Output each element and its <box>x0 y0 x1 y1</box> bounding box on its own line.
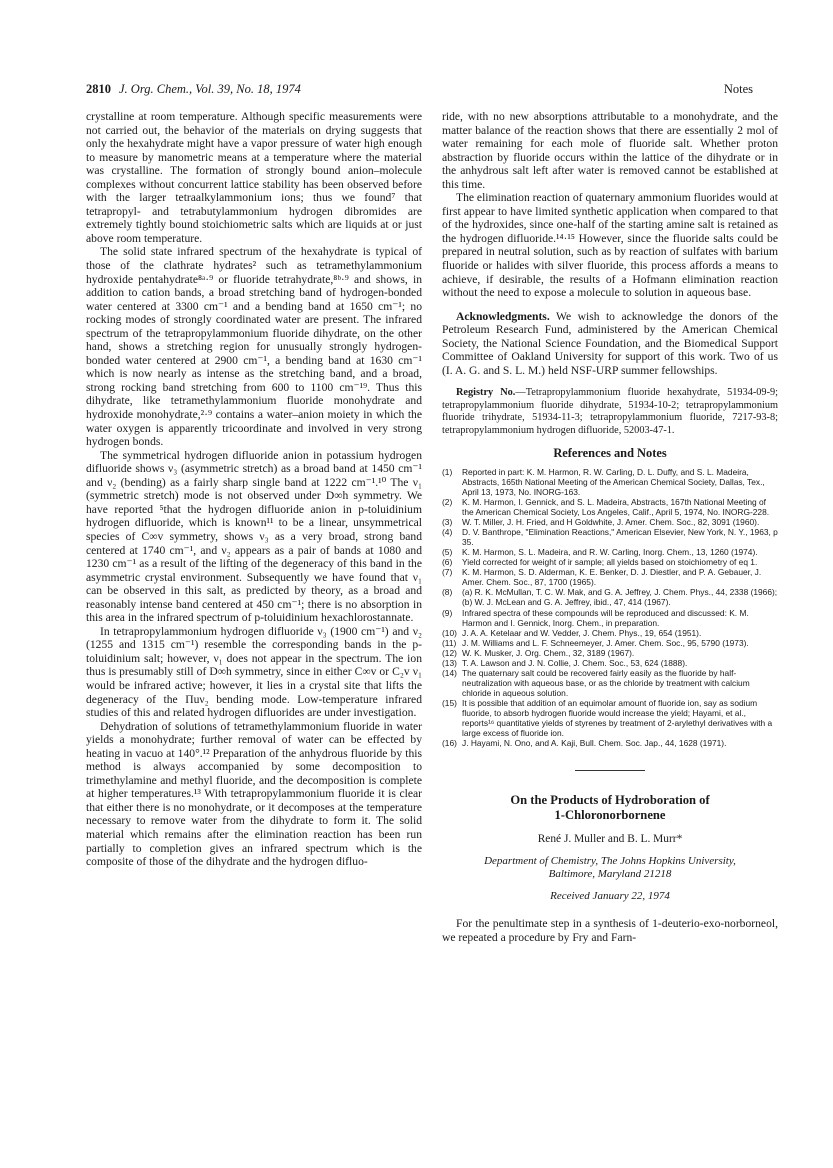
acknowledgments-text: We wish to acknowledge the donors of the Petroleum Research Fund, administered by the American Chemical Society, the National Science Foundation, and the Biomedical Support Committee of Oakland University for support of this work. Two of us (I. A. G. and S. L. M.) held NSF-URP summer fellowships. <box>442 309 778 377</box>
reference-number: (4) <box>442 527 453 538</box>
article-title <box>442 793 778 823</box>
reference-number: (6) <box>442 557 453 568</box>
reference-number: (1) <box>442 466 453 477</box>
reference-number: (16) <box>442 738 457 749</box>
reference-number: (2) <box>442 497 453 507</box>
body-paragraph: The elimination reaction of quaternary ammonium fluorides would at first appear to have limited synthetic application when compared to that of the hydroxides, since one-half of the starting amine salt is retained as the hydrogen difluoride.¹⁴·¹⁵ However, since the fluoride salts could be prepared in neutral solution, such as by reaction of sulfates with barium fluoride or halides with silver fluoride, this process affords a means to achieve, if desirable, the results of a Hofmann elimination reaction without the need to expose a molecule to solution in aqueous base. <box>442 191 778 300</box>
reference-number: (7) <box>442 567 453 578</box>
reference-number: (11) <box>442 637 457 648</box>
reference-item <box>442 497 778 517</box>
reference-item <box>442 658 778 668</box>
affiliation-line: Baltimore, Maryland 21218 <box>548 868 672 881</box>
reference-number: (3) <box>442 517 453 528</box>
reference-text: It is possible that addition of an equimolar amount of fluoride ion, say as sodium fluoride, to absorb hydrogen fluoride would increase the yield; Hayami, et al., reports¹⁶ quantitative yields of styrenes by treatment of 2-arylethyl derivatives with a large excess of fluoride ion. <box>462 697 773 739</box>
affiliation-line: Department of Chemistry, The Johns Hopkins University, <box>484 854 736 867</box>
reference-item <box>442 668 778 698</box>
journal-citation: J. Org. Chem., Vol. 39, No. 18, 1974 <box>119 82 301 96</box>
reference-text: D. V. Banthrope, "Elimination Reactions," American Elsevier, New York, N. Y., 1963, p 35. <box>462 527 778 548</box>
reference-text: Reported in part: K. M. Harmon, R. W. Carling, D. L. Duffy, and S. L. Madeira, Abstracts, 165th National Meeting of the American Chemical Society, Dallas, Tex., April 13, 1973, No. INORG-163. <box>462 466 765 497</box>
running-header <box>86 82 753 98</box>
reference-text: (a) R. K. McMullan, T. C. W. Mak, and G. A. Jeffrey, J. Chem. Phys., 44, 2338 (1966); (b) W. J. McLean and G. A. Jeffrey, ibid., 47, 414 (1967). <box>462 587 778 608</box>
reference-number: (13) <box>442 657 457 668</box>
reference-text: J. M. Williams and L. F. Schneemeyer, J. Amer. Chem. Soc., 95, 5790 (1973). <box>462 637 749 648</box>
article-affiliation <box>442 855 778 882</box>
reference-item <box>442 527 778 547</box>
article-divider <box>575 770 645 771</box>
reference-number: (8) <box>442 587 453 598</box>
body-paragraph: In tetrapropylammonium hydrogen difluoride ν₃ (1900 cm⁻¹) and ν₂ (1255 and 1315 cm⁻¹) resemble the corresponding bands in the p-toluidinium salt; however, ν₁ does not appear in the spectrum. The ion thus is presumably still of D∞h symmetry, since in either C∞v or C₂v ν₁ would be infrared active; however, it lies in a crystal site that lifts the degeneracy of the Πuν₂ bending mode. Low-temperature infrared studies of this and related hydrogen difluorides are under investigation. <box>86 624 422 720</box>
reference-number: (9) <box>442 607 453 618</box>
reference-item <box>442 738 778 748</box>
reference-text: The quaternary salt could be recovered fairly easily as the fluoride by half-neutralization with aqueous base, or as the chloride by treatment with calcium chloride in aqueous solution. <box>462 667 750 698</box>
article-title-line: 1-Chloronorbornene <box>554 808 666 823</box>
reference-number: (12) <box>442 647 457 658</box>
registry-heading: Registry No. <box>456 387 516 399</box>
reference-number: (5) <box>442 547 453 558</box>
article-first-paragraph: For the penultimate step in a synthesis of 1-deuterio-exo-norborneol, we repeated a procedure by Fry and Farn- <box>442 917 778 944</box>
registry-text: —Tetrapropylammonium fluoride hexahydrate, 51934-09-9; tetrapropylammonium fluoride dihydrate, 51934-10-2; tetrapropylammonium fluoride trihydrate, 51934-11-3; tetrapropylammonium fluoride, 7217-93-8; tetrapropylammonium hydrogen difluoride, 52003-47-1. <box>442 387 779 436</box>
reference-item <box>442 547 778 557</box>
reference-item <box>442 638 778 648</box>
reference-text: K. M. Harmon, I. Gennick, and S. L. Madeira, Abstracts, 167th National Meeting of the American Chemical Society, Los Angeles, Calif., April 5, 1974, No. INORG-228. <box>462 497 770 518</box>
reference-item <box>442 567 778 587</box>
reference-text: J. A. A. Ketelaar and W. Vedder, J. Chem. Phys., 19, 654 (1951). <box>462 627 702 638</box>
article-title-line: On the Products of Hydroboration of <box>510 793 710 808</box>
section-label: Notes <box>723 82 753 96</box>
acknowledgments <box>442 310 778 378</box>
reference-text: Infrared spectra of these compounds will be reproduced and discussed: K. M. Harmon and I. Gennick, Inorg. Chem., in preparation. <box>462 607 749 628</box>
body-paragraph: ride, with no new absorptions attributable to a monohydrate, and the matter balance of the reaction shows that there are essentially 2 mol of water remaining for each mole of fluoride salt. Whether proton abstraction by fluoride occurs within the lattice of the dihydrate or in the anhydrous salt left after water is removed cannot be established at this time. <box>442 110 778 191</box>
reference-item <box>442 517 778 527</box>
reference-item <box>442 698 778 738</box>
left-column <box>86 110 422 869</box>
right-column <box>442 110 778 944</box>
reference-text: K. M. Harmon, S. L. Madeira, and R. W. Carling, Inorg. Chem., 13, 1260 (1974). <box>462 547 758 558</box>
body-paragraph: Dehydration of solutions of tetramethylammonium fluoride in water yields a monohydrate; further removal of water can be effected by heating in vacuo at 140°.¹² Preparation of the anhydrous fluoride by this method is always accompanied by some decomposition to trimethylamine and methyl fluoride, and the decomposition is complete at higher temperatures.¹³ With tetrapropylammonium fluoride it is clear that either there is no monohydrate, or it decomposes at the temperature necessary to remove water from the dihydrate to form it. The solid material which remains after the elimination reaction has been run partially to completion gives an infrared spectrum which is the composite of those of the dihydrate and the hydrogen difluo- <box>86 719 422 869</box>
reference-item <box>442 648 778 658</box>
reference-text: Yield corrected for weight of ir sample; all yields based on stoichiometry of eq 1. <box>462 557 758 568</box>
reference-text: W. K. Musker, J. Org. Chem., 32, 3189 (1967). <box>462 647 635 658</box>
registry-numbers <box>442 387 778 437</box>
reference-number: (10) <box>442 627 457 638</box>
reference-text: J. Hayami, N. Ono, and A. Kaji, Bull. Chem. Soc. Jap., 44, 1628 (1971). <box>462 738 727 749</box>
body-paragraph: The symmetrical hydrogen difluoride anion in potassium hydrogen difluoride shows ν₃ (asymmetric stretch) as a broad band at 1450 cm⁻¹ and ν₂ (bending) as a fairly sharp single band at 1222 cm⁻¹.¹⁰ The ν₁ (symmetric stretch) mode is not observed under D∞h symmetry. We have reported ⁵that the hydrogen difluoride anion in p-toluidinium hydrogen difluoride, which is known¹¹ to be a linear, unsymmetrical species of C∞v symmetry, shows ν₃ as a very broad, strong band centered at 1740 cm⁻¹, and ν₂ appears as a pair of bands at 1080 and 1230 cm⁻¹ as a result of the lifting of the degeneracy of this band in the asymmetric crystal environment. Subsequently we have found that ν₁ can be observed in this salt, as predicted by theory, as a broad and reasonably intense band centered at 450 cm⁻¹; there is no absorption in this area in the infrared spectrum of p-toluidinium hexachlorostannate. <box>86 448 422 625</box>
reference-item <box>442 467 778 497</box>
reference-text: W. T. Miller, J. H. Fried, and H Goldwhite, J. Amer. Chem. Soc., 82, 3091 (1960). <box>462 517 760 528</box>
body-paragraph: crystalline at room temperature. Although specific measurements were not carried out, the behavior of the materials on drying suggests that only the hexahydrate might have a vapor pressure of water high enough to measure by manometric means at a temperature where the material was crystalline. The formation of strongly bound anion–molecule complexes without concurrent lattice stability has been observed before with the larger tetraalkylammonium ions; thus we found⁷ that tetrapropyl- and tetrabutylammonium hydrogen dibromides are extremely tightly bound stoichiometric salts which are liquids at or just above room temperature. <box>86 110 422 245</box>
reference-item <box>442 608 778 628</box>
acknowledgments-heading: Acknowledgments. <box>456 309 550 323</box>
received-date: Received January 22, 1974 <box>550 889 670 902</box>
reference-item <box>442 557 778 567</box>
body-paragraph: The solid state infrared spectrum of the hexahydrate is typical of those of the clathrate hydrates² such as tetramethylammonium hydroxide pentahydrate⁸ᵃ·⁹ or fluoride tetrahydrate,⁸ᵇ·⁹ and shows, in addition to cation bands, a broad stretching band of hydrogen-bonded water centered at 3300 cm⁻¹ and a bending band at 1650 cm⁻¹; no rocking modes of strongly coordinated water are present. The infrared spectrum of the tetrapropylammonium fluoride dihydrate, on the other hand, shows a stretching region for unusually strongly hydrogen-bonded water centered at 2900 cm⁻¹, a bending band at 1630 cm⁻¹ which is now nearly as intense as the stretching band, and a broad, strong rocking band stretching from 600 to 1100 cm⁻¹⁹. Thus this dihydrate, like tetramethylammonium fluoride monohydrate and hydroxide monohydrate,²·⁹ contains a water–anion moiety in which the water oxygen is apparently tricoordinate and involved in very strong hydrogen bonds. <box>86 245 422 449</box>
header-left <box>86 82 301 97</box>
references-list <box>442 467 778 748</box>
reference-text: T. A. Lawson and J. N. Collie, J. Chem. Soc., 53, 624 (1888). <box>462 657 688 668</box>
reference-number: (15) <box>442 697 457 708</box>
references-title: References and Notes <box>553 446 667 461</box>
reference-item <box>442 628 778 638</box>
page-number: 2810 <box>86 82 111 96</box>
reference-item <box>442 587 778 607</box>
reference-text: K. M. Harmon, S. D. Alderman, K. E. Benker, D. J. Diestler, and P. A. Gebauer, J. Amer. Chem. Soc., 87, 1700 (1965). <box>462 567 762 588</box>
article-authors: René J. Muller and B. L. Murr* <box>537 833 683 846</box>
reference-number: (14) <box>442 667 457 678</box>
